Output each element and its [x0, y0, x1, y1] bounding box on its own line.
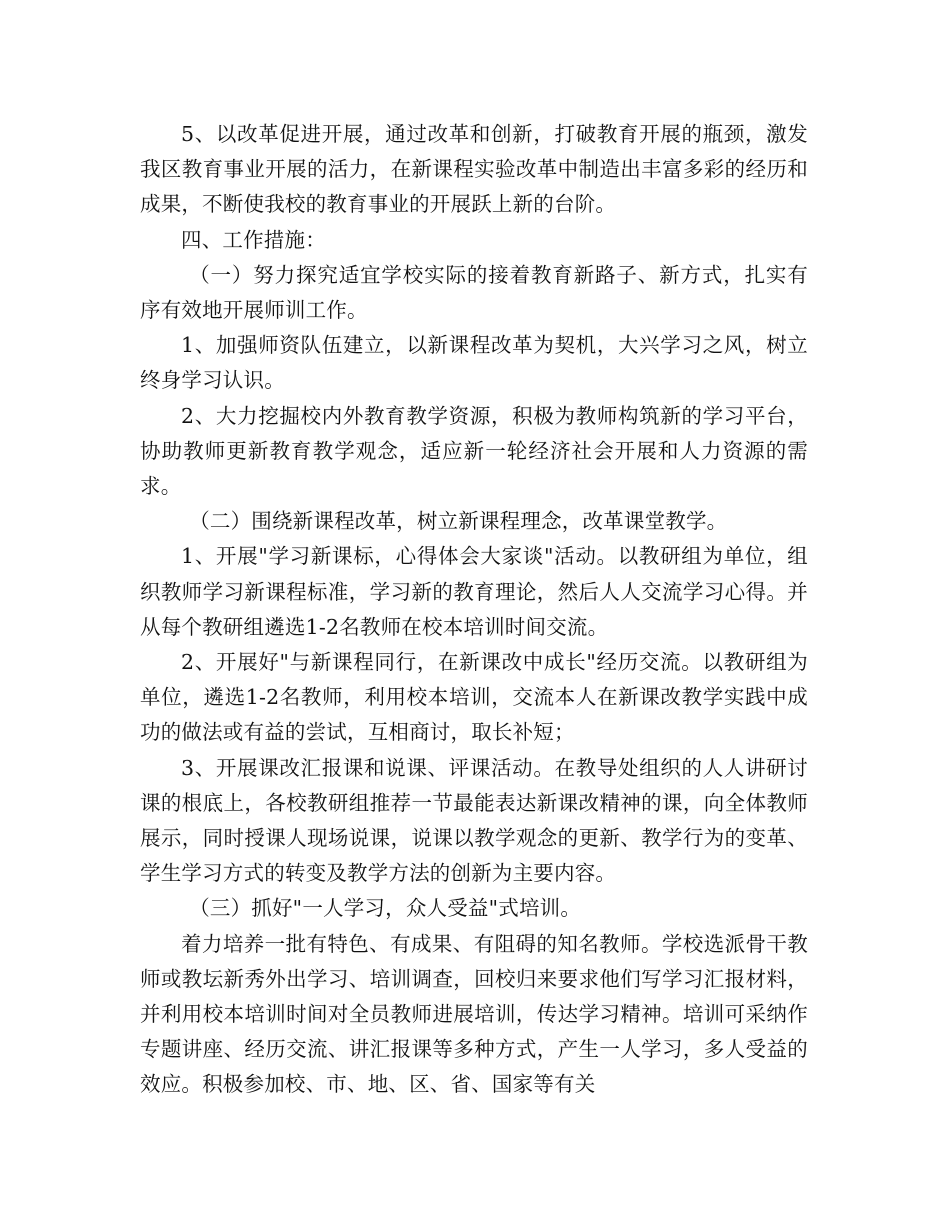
paragraph-measure-2-2: 2、开展好"与新课程同行，在新课改中成长"经历交流。以教研组为单位，遴选1-2名教师，利用校本培训，交流本人在新课改教学实践中成功的做法或有益的尝试，互相商讨，取长补短； — [140, 650, 808, 745]
paragraph-measure-2-3: 3、开展课改汇报课和说课、评课活动。在教导处组织的人人讲研讨课的根底上，各校教研组推荐一节最能表达新课改精神的课，向全体教师展示，同时授课人现场说课，说课以教学观念的更新、教学行为的变革、学生学习方式的转变及教学方法的创新为主要内容。 — [140, 755, 808, 886]
paragraph-measure-1-1: 1、加强师资队伍建立，以新课程改革为契机，大兴学习之风，树立终身学习认识。 — [140, 333, 808, 393]
paragraph-measure-1-2: 2、大力挖掘校内外教育教学资源，积极为教师构筑新的学习平台，协助教师更新教育教学观念，适应新一轮经济社会开展和人力资源的需求。 — [140, 403, 808, 499]
paragraph-goal-5: 5、以改革促进开展，通过改革和创新，打破教育开展的瓶颈，激发我区教育事业开展的活力，在新课程实验改革中制造出丰富多彩的经历和成果，不断使我校的教育事业的开展跃上新的台阶。 — [140, 122, 808, 217]
section-heading-measures: 四、工作措施： — [181, 227, 326, 252]
subsection-heading-1: （一）努力探究适宜学校实际的接着教育新路子、新方式，扎实有序有效地开展师训工作。 — [140, 262, 808, 323]
paragraph-measure-3-1: 着力培养一批有特色、有成果、有阻碍的知名教师。学校选派骨干教师或教坛新秀外出学习、培训调查，回校归来要求他们写学习汇报材料，并利用校本培训时间对全员教师进展培训，传达学习精神。培训可采纳作专题讲座、经历交流、讲汇报课等多种方式，产生一人学习，多人受益的效应。积极参加校、市、地、区、省、国家等有关 — [140, 931, 808, 1097]
document-body — [140, 117, 808, 1103]
subsection-heading-2: （二）围绕新课程改革，树立新课程理念，改革课堂教学。 — [189, 509, 728, 534]
paragraph-measure-2-1: 1、开展"学习新课标，心得体会大家谈"活动。以教研组为单位，组织教师学习新课程标准，学习新的教育理论，然后人人交流学习心得。并从每个教研组遴选1-2名教师在校本培训时间交流。 — [140, 544, 808, 639]
subsection-heading-3: （三）抓好"一人学习，众人受益"式培训。 — [189, 896, 582, 921]
